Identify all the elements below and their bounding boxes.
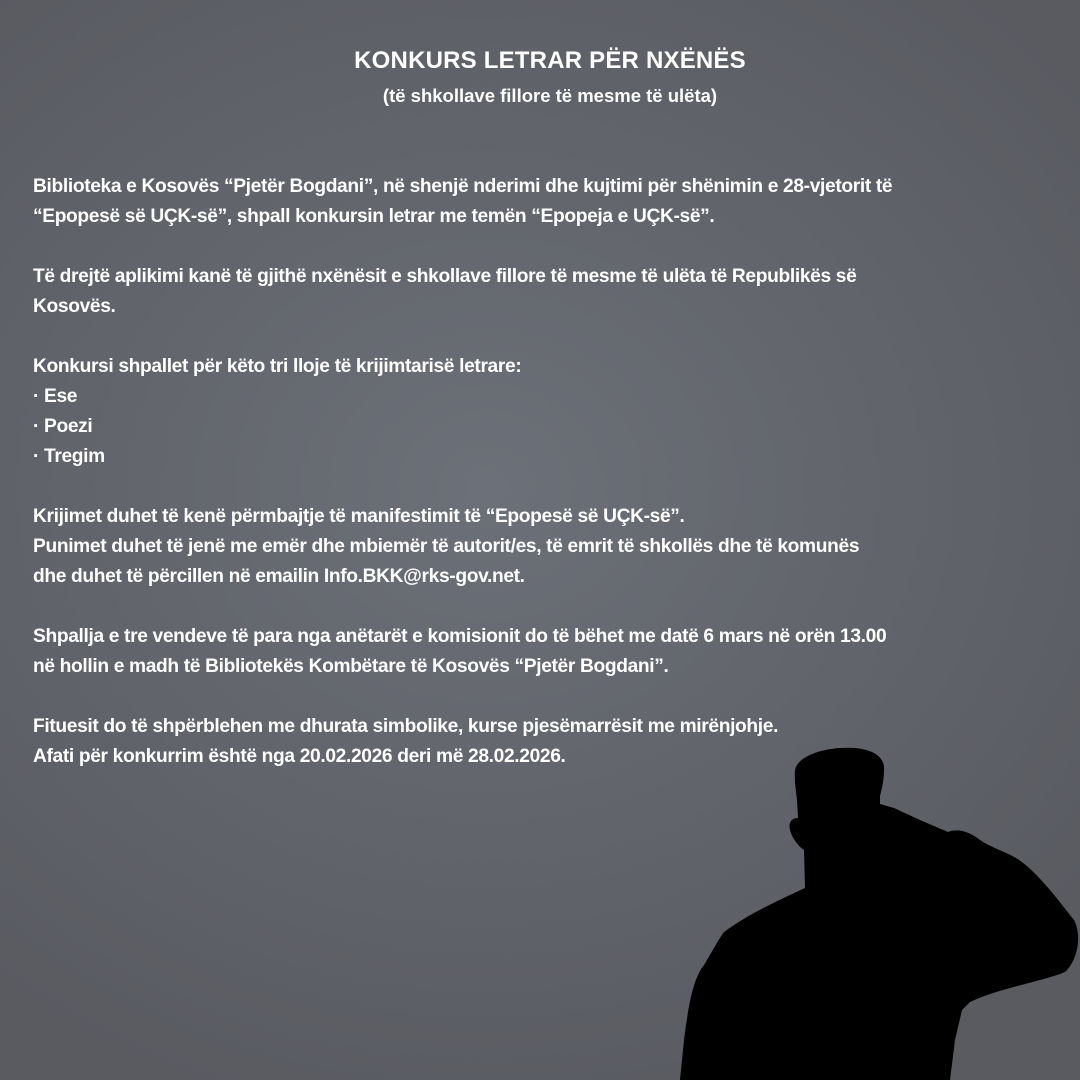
- category-item-poezi: · Poezi: [33, 416, 93, 437]
- poster-subtitle: (të shkollave fillore të mesme të ulëta): [382, 85, 718, 106]
- text-line: Biblioteka e Kosovës “Pjetër Bogdani”, në shenjë nderimi dhe kujtimi për shënimin e 28-vjetorit të: [33, 176, 893, 197]
- text-line: në hollin e madh të Bibliotekës Kombëtare të Kosovës “Pjetër Bogdani”.: [33, 656, 669, 677]
- deadline-line: Afati për konkurrim është nga 20.02.2026 deri më 28.02.2026.: [33, 746, 566, 767]
- text-line: Krijimet duhet të kenë përmbajtje të manifestimit të “Epopesë së UÇK-së”.: [33, 506, 685, 527]
- category-item-tregim: · Tregim: [33, 446, 105, 467]
- intro-paragraph: [33, 172, 1073, 232]
- requirements-paragraph: [33, 502, 1073, 592]
- text-line: dhe duhet të përcillen në emailin Info.BKK@rks-gov.net.: [33, 566, 525, 587]
- text-line: Kosovës.: [33, 296, 116, 317]
- saluting-soldier-silhouette-icon: [680, 740, 1080, 1080]
- category-item-ese: · Ese: [33, 386, 78, 407]
- poster-body: [33, 172, 1073, 802]
- poster-title: KONKURS LETRAR PËR NXËNËS: [354, 47, 746, 74]
- text-line: Shpallja e tre vendeve të para nga anëtarët e komisionit do të bëhet me datë 6 mars në orën 13.00: [33, 626, 887, 647]
- eligibility-paragraph: [33, 262, 1073, 322]
- text-line: Të drejtë aplikimi kanë të gjithë nxënësit e shkollave fillore të mesme të ulëta të Republikës së: [33, 266, 857, 287]
- soldier-shape: [680, 748, 1078, 1080]
- categories-intro: Konkursi shpallet për këto tri lloje të krijimtarisë letrare:: [33, 356, 522, 377]
- text-line: “Epopesë së UÇK-së”, shpall konkursin letrar me temën “Epopeja e UÇK-së”.: [33, 206, 715, 227]
- text-line: Fituesit do të shpërblehen me dhurata simbolike, kurse pjesëmarrësit me mirënjohje.: [33, 716, 779, 737]
- categories-paragraph: [33, 352, 1073, 472]
- announcement-paragraph: [33, 622, 1073, 682]
- text-line: Punimet duhet të jenë me emër dhe mbiemër të autorit/es, të emrit të shkollës dhe të komunës: [33, 536, 860, 557]
